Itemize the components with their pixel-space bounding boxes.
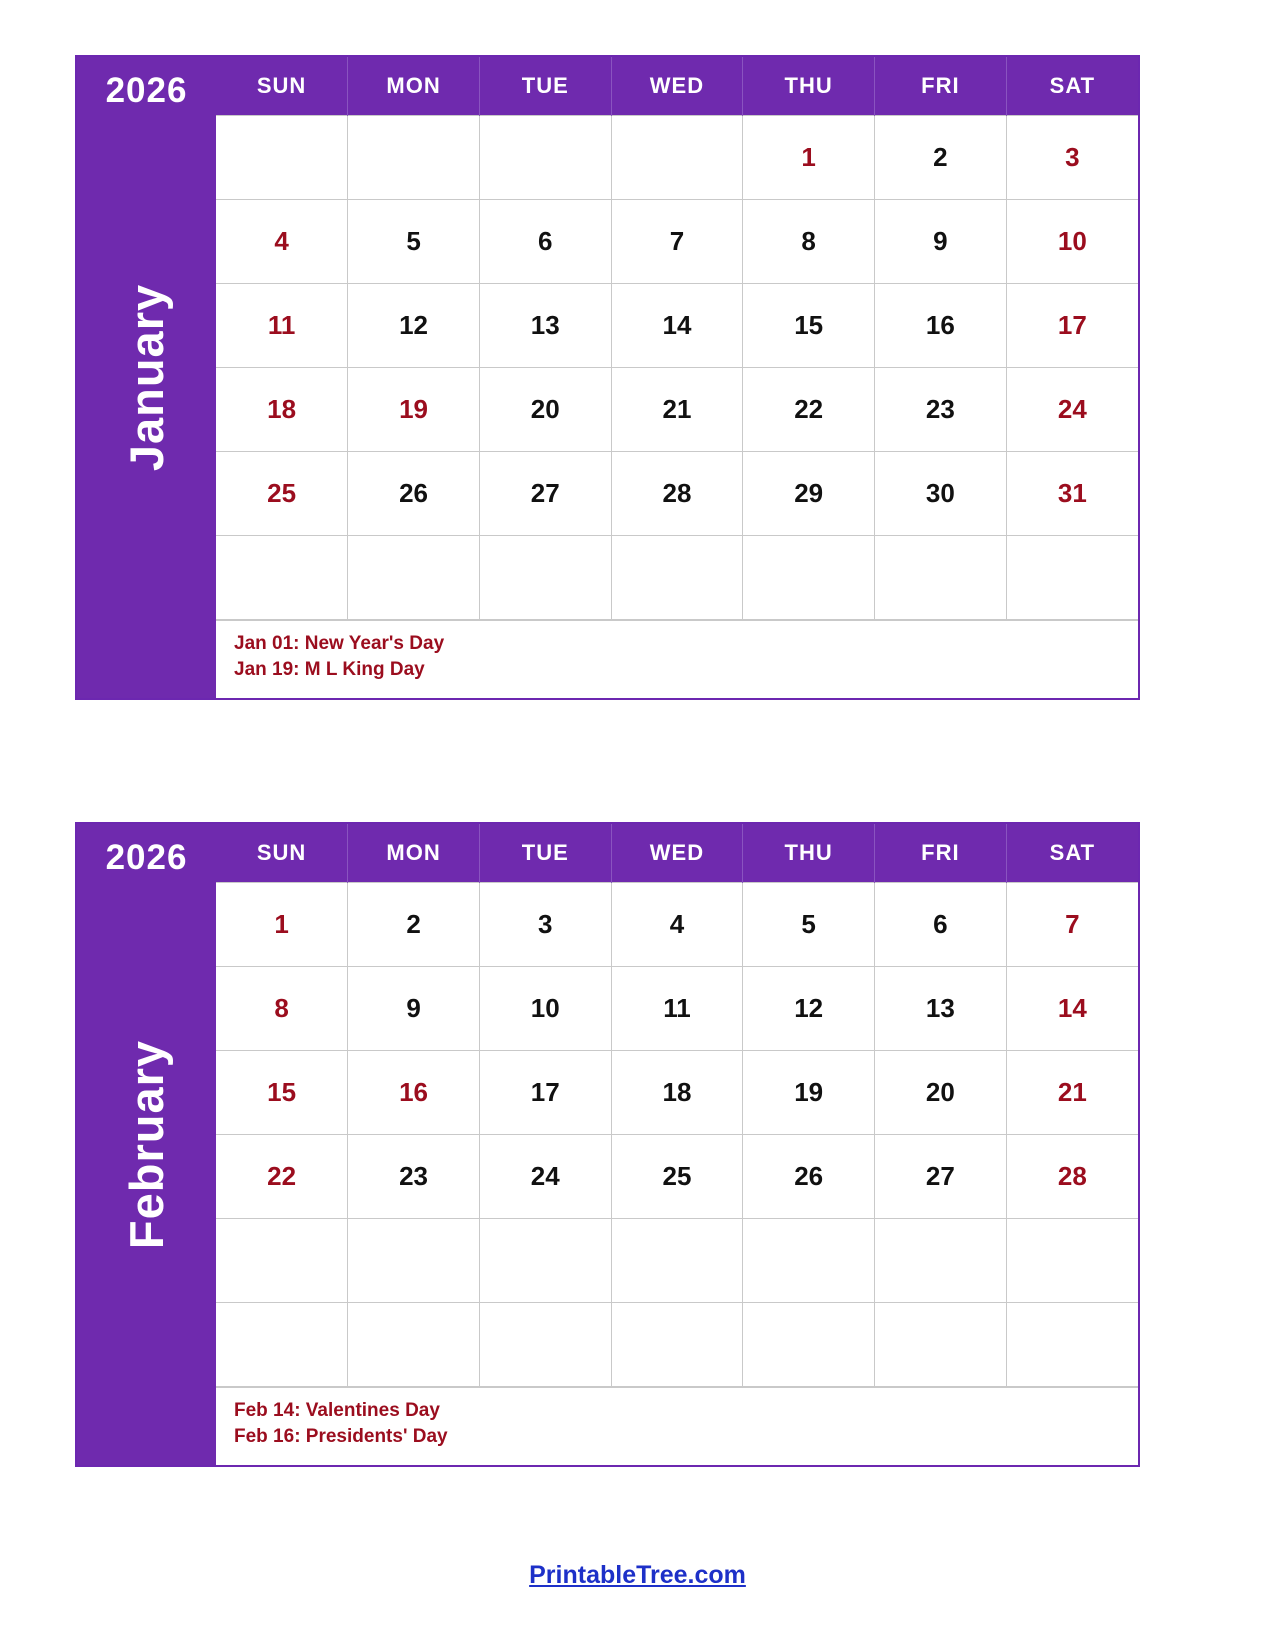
year-label: 2026 (105, 838, 188, 877)
month-sidebar (77, 824, 216, 1465)
day-cell[interactable]: 18 (611, 1051, 743, 1135)
weekday-header-row (216, 824, 1138, 883)
day-cell[interactable]: 26 (743, 1135, 875, 1219)
day-cell[interactable]: 21 (1006, 1051, 1138, 1135)
day-cell[interactable]: 6 (479, 200, 611, 284)
day-cell[interactable]: 20 (875, 1051, 1007, 1135)
day-cell-empty (216, 116, 348, 200)
weekday-header-fri: FRI (875, 57, 1007, 116)
day-cell-empty (348, 116, 480, 200)
week-row (216, 200, 1138, 284)
day-cell[interactable]: 14 (611, 284, 743, 368)
week-row (216, 368, 1138, 452)
day-cell-empty (1006, 1303, 1138, 1387)
day-cell-empty (743, 1303, 875, 1387)
day-cell[interactable]: 12 (348, 284, 480, 368)
week-row (216, 1219, 1138, 1303)
holiday-note: Feb 14: Valentines Day (234, 1400, 440, 1421)
day-cell-empty (1006, 536, 1138, 620)
month-grid-area (216, 57, 1138, 698)
weekday-header-sat: SAT (1006, 57, 1138, 116)
calendar-table (216, 824, 1138, 1387)
weekday-header-tue: TUE (479, 824, 611, 883)
month-grid-area (216, 824, 1138, 1465)
weekday-header-mon: MON (348, 824, 480, 883)
page-footer (0, 1561, 1275, 1590)
day-cell[interactable]: 23 (875, 368, 1007, 452)
day-cell[interactable]: 17 (1006, 284, 1138, 368)
day-cell[interactable]: 10 (1006, 200, 1138, 284)
day-cell[interactable]: 29 (743, 452, 875, 536)
day-cell-empty (875, 1303, 1007, 1387)
day-cell[interactable]: 1 (216, 883, 348, 967)
day-cell[interactable]: 4 (611, 883, 743, 967)
week-row (216, 967, 1138, 1051)
weekday-header-wed: WED (611, 57, 743, 116)
weekday-header-row (216, 57, 1138, 116)
day-cell[interactable]: 25 (216, 452, 348, 536)
day-cell[interactable]: 17 (479, 1051, 611, 1135)
day-cell[interactable]: 14 (1006, 967, 1138, 1051)
day-cell-empty (348, 536, 480, 620)
day-cell-empty (875, 536, 1007, 620)
day-cell-empty (611, 1303, 743, 1387)
holiday-note: Feb 16: Presidents' Day (234, 1426, 448, 1447)
day-cell[interactable]: 2 (875, 116, 1007, 200)
day-cell-empty (743, 536, 875, 620)
day-cell[interactable]: 24 (479, 1135, 611, 1219)
day-cell[interactable]: 28 (1006, 1135, 1138, 1219)
day-cell[interactable]: 20 (479, 368, 611, 452)
months-container (75, 55, 1205, 1467)
day-cell[interactable]: 9 (348, 967, 480, 1051)
holiday-note: Jan 19: M L King Day (234, 659, 425, 680)
day-cell-empty (216, 1219, 348, 1303)
day-cell-empty (875, 1219, 1007, 1303)
day-cell[interactable]: 13 (479, 284, 611, 368)
day-cell-empty (216, 536, 348, 620)
day-cell[interactable]: 11 (611, 967, 743, 1051)
week-row (216, 536, 1138, 620)
day-cell[interactable]: 23 (348, 1135, 480, 1219)
day-cell[interactable]: 15 (743, 284, 875, 368)
day-cell-empty (611, 536, 743, 620)
day-cell[interactable]: 5 (348, 200, 480, 284)
day-cell[interactable]: 19 (348, 368, 480, 452)
day-cell[interactable]: 16 (348, 1051, 480, 1135)
day-cell[interactable]: 22 (743, 368, 875, 452)
day-cell[interactable]: 7 (611, 200, 743, 284)
month-name-label: January (120, 283, 173, 472)
day-cell-empty (479, 536, 611, 620)
day-cell[interactable]: 27 (479, 452, 611, 536)
calendar-table (216, 57, 1138, 620)
day-cell[interactable]: 25 (611, 1135, 743, 1219)
day-cell-empty (348, 1219, 480, 1303)
holiday-note: Jan 01: New Year's Day (234, 633, 445, 654)
weekday-header-sun: SUN (216, 57, 348, 116)
month-block (75, 55, 1140, 700)
weekday-header-sat: SAT (1006, 824, 1138, 883)
month-sidebar (77, 57, 216, 698)
day-cell[interactable]: 31 (1006, 452, 1138, 536)
day-cell[interactable]: 7 (1006, 883, 1138, 967)
holiday-notes (216, 1387, 1138, 1465)
day-cell[interactable]: 10 (479, 967, 611, 1051)
day-cell[interactable]: 13 (875, 967, 1007, 1051)
day-cell[interactable]: 3 (479, 883, 611, 967)
day-cell[interactable]: 9 (875, 200, 1007, 284)
weekday-header-tue: TUE (479, 57, 611, 116)
weekday-header-sun: SUN (216, 824, 348, 883)
week-row (216, 1135, 1138, 1219)
day-cell[interactable]: 12 (743, 967, 875, 1051)
day-cell-empty (479, 116, 611, 200)
year-label: 2026 (105, 71, 188, 110)
day-cell[interactable]: 8 (743, 200, 875, 284)
weekday-header-mon: MON (348, 57, 480, 116)
day-cell[interactable]: 18 (216, 368, 348, 452)
day-cell-empty (216, 1303, 348, 1387)
day-cell[interactable]: 5 (743, 883, 875, 967)
day-cell[interactable]: 16 (875, 284, 1007, 368)
day-cell-empty (479, 1219, 611, 1303)
week-row (216, 452, 1138, 536)
day-cell[interactable]: 19 (743, 1051, 875, 1135)
day-cell[interactable]: 28 (611, 452, 743, 536)
day-cell[interactable]: 3 (1006, 116, 1138, 200)
day-cell[interactable]: 24 (1006, 368, 1138, 452)
month-block (75, 822, 1140, 1467)
day-cell[interactable]: 27 (875, 1135, 1007, 1219)
day-cell-empty (479, 1303, 611, 1387)
day-cell[interactable]: 21 (611, 368, 743, 452)
day-cell[interactable]: 11 (216, 284, 348, 368)
day-cell[interactable]: 4 (216, 200, 348, 284)
weekday-header-wed: WED (611, 824, 743, 883)
week-row (216, 1051, 1138, 1135)
week-row (216, 883, 1138, 967)
day-cell-empty (611, 116, 743, 200)
day-cell[interactable]: 15 (216, 1051, 348, 1135)
day-cell-empty (611, 1219, 743, 1303)
day-cell[interactable]: 8 (216, 967, 348, 1051)
week-row (216, 116, 1138, 200)
day-cell[interactable]: 1 (743, 116, 875, 200)
day-cell-empty (1006, 1219, 1138, 1303)
day-cell-empty (348, 1303, 480, 1387)
week-row (216, 284, 1138, 368)
holiday-notes (216, 620, 1138, 698)
week-row (216, 1303, 1138, 1387)
day-cell[interactable]: 26 (348, 452, 480, 536)
day-cell[interactable]: 6 (875, 883, 1007, 967)
weekday-header-fri: FRI (875, 824, 1007, 883)
month-name-label: February (120, 1039, 174, 1250)
day-cell[interactable]: 2 (348, 883, 480, 967)
day-cell-empty (743, 1219, 875, 1303)
weekday-header-thu: THU (743, 824, 875, 883)
day-cell[interactable]: 30 (875, 452, 1007, 536)
printabletree-link[interactable]: PrintableTree.com (529, 1561, 746, 1589)
day-cell[interactable]: 22 (216, 1135, 348, 1219)
weekday-header-thu: THU (743, 57, 875, 116)
